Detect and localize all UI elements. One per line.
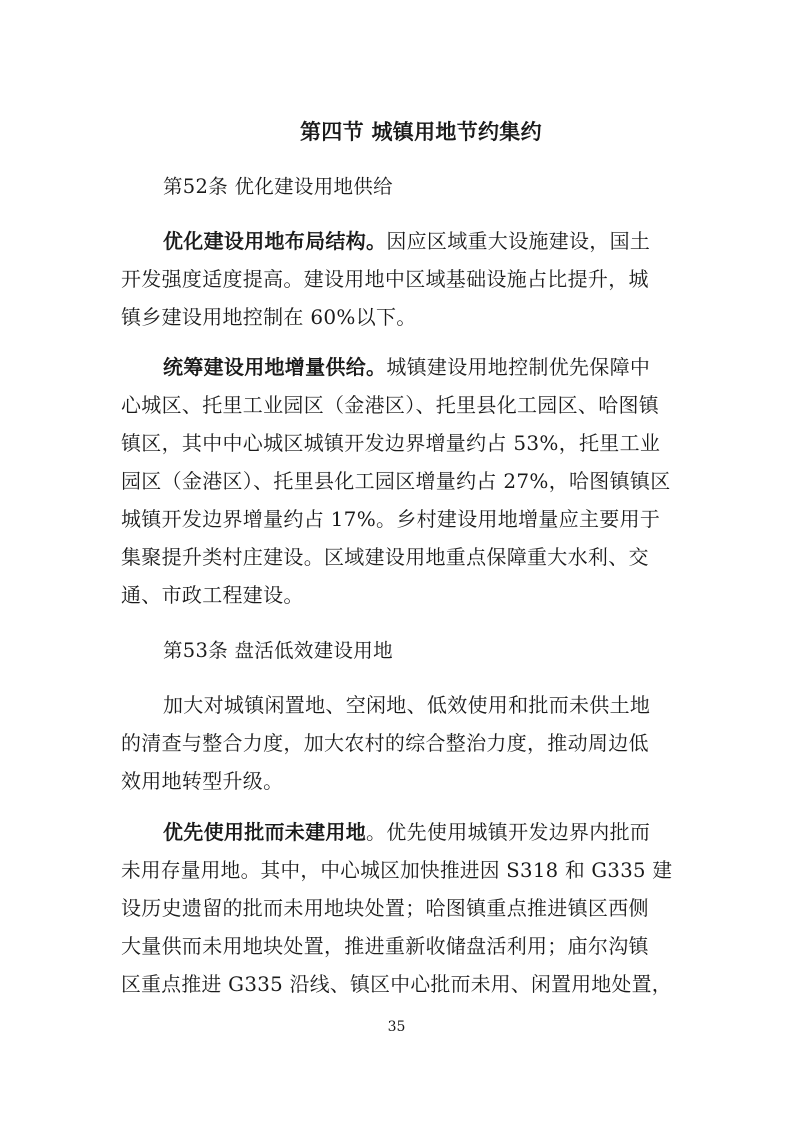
paragraph-line: 区重点推进 G335 沿线、镇区中心批而未用、闲置用地处置， bbox=[121, 972, 672, 996]
paragraph-line: 心城区、托里工业园区（金港区）、托里县化工园区、哈图镇 bbox=[121, 393, 660, 417]
paragraph-line: 统筹建设用地增量供给。城镇建设用地控制优先保障中 bbox=[163, 355, 651, 379]
paragraph-line: 集聚提升类村庄建设。区域建设用地重点保障重大水利、交 bbox=[121, 545, 649, 569]
paragraph-line: 设历史遗留的批而未用地块处置；哈图镇重点推进镇区西侧 bbox=[121, 896, 649, 920]
paragraph-line: 效用地转型升级。 bbox=[121, 769, 284, 793]
paragraph-line: 开发强度适度提高。建设用地中区域基础设施占比提升，城 bbox=[121, 267, 649, 291]
article-heading-53: 第53条 盘活低效建设用地 bbox=[163, 639, 393, 662]
paragraph-line: 未用存量用地。其中，中心城区加快推进因 S318 和 G335 建 bbox=[121, 858, 673, 882]
section-title: 第四节 城镇用地节约集约 bbox=[300, 120, 542, 144]
paragraph-lead: 优先使用批而未建用地 bbox=[163, 820, 366, 844]
page-number: 35 bbox=[387, 1019, 406, 1035]
paragraph-line: 镇乡建设用地控制在 60%以下。 bbox=[121, 305, 417, 329]
paragraph-line: 城镇开发边界增量约占 17%。乡村建设用地增量应主要用于 bbox=[121, 507, 661, 531]
paragraph-line: 镇区，其中中心城区城镇开发边界增量约占 53%，托里工业 bbox=[121, 431, 661, 455]
paragraph-line: 园区（金港区）、托里县化工园区增量约占 27%，哈图镇镇区 bbox=[121, 469, 671, 493]
paragraph-line: 加大对城镇闲置地、空闲地、低效使用和批而未供土地 bbox=[163, 693, 651, 717]
paragraph-line: 大量供而未用地块处置，推进重新收储盘活利用；庙尔沟镇 bbox=[121, 934, 649, 958]
paragraph-line: 通、市政工程建设。 bbox=[121, 583, 304, 607]
paragraph-lead: 统筹建设用地增量供给。 bbox=[163, 355, 387, 379]
paragraph-line: 优化建设用地布局结构。因应区域重大设施建设，国土 bbox=[163, 229, 651, 253]
article-heading-52: 第52条 优化建设用地供给 bbox=[163, 175, 393, 198]
paragraph-lead: 优化建设用地布局结构。 bbox=[163, 229, 387, 253]
paragraph-line: 优先使用批而未建用地。优先使用城镇开发边界内批而 bbox=[163, 820, 651, 844]
paragraph-line: 的清查与整合力度，加大农村的综合整治力度，推动周边低 bbox=[121, 731, 649, 755]
